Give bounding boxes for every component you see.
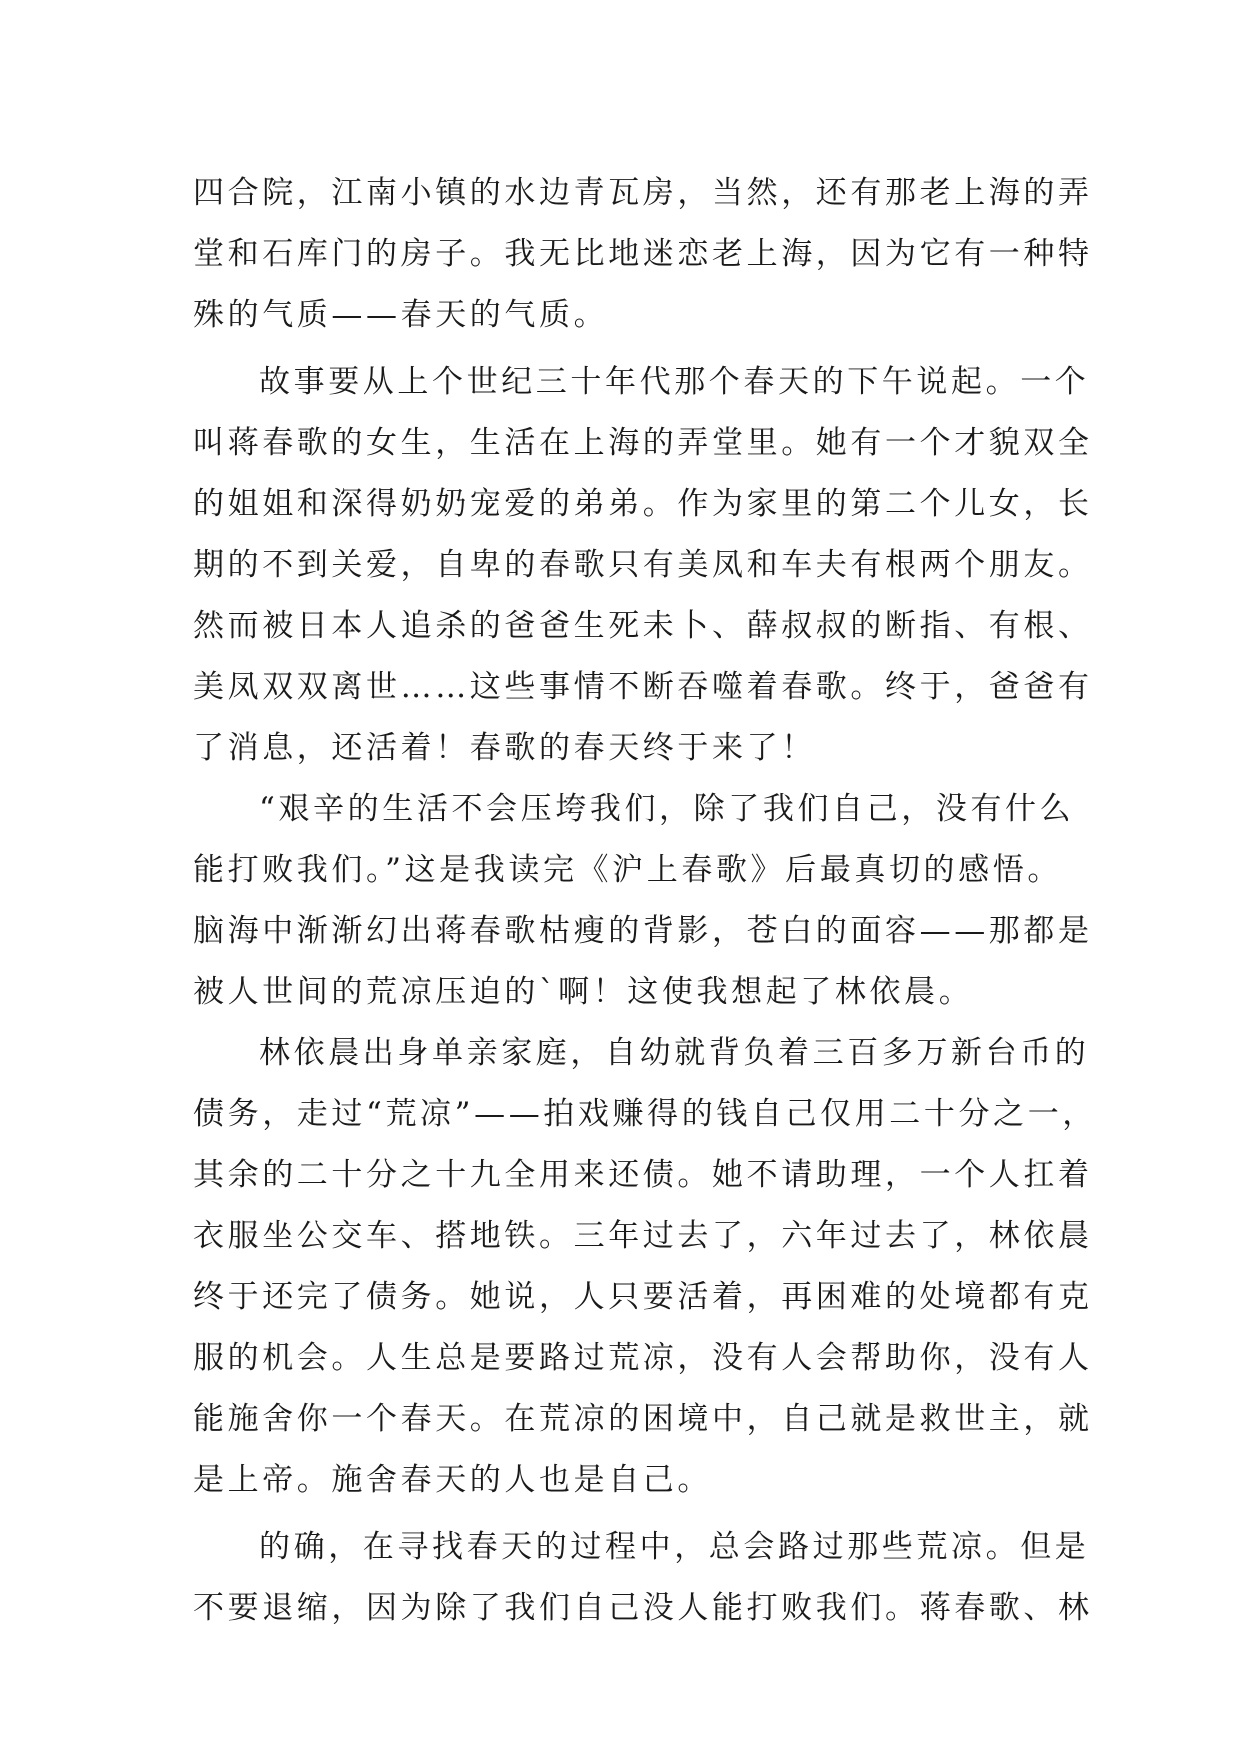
text-line: 期的不到关爱，自卑的春歌只有美凤和车夫有根两个朋友。 (193, 547, 1093, 583)
text-line: 叫蒋春歌的女生，生活在上海的弄堂里。她有一个才貌双全 (193, 425, 1093, 461)
text-line: 的确，在寻找春天的过程中，总会路过那些荒凉。但是 (259, 1529, 1090, 1565)
text-line: 林依晨出身单亲家庭，自幼就背负着三百多万新台币的 (259, 1035, 1090, 1071)
paragraph (193, 779, 1093, 1023)
text-line: 了消息，还活着！春歌的春天终于来了！ (193, 730, 816, 766)
text-line: 衣服坐公交车、搭地铁。三年过去了，六年过去了，林依晨 (193, 1218, 1093, 1254)
text-line: 能施舍你一个春天。在荒凉的困境中，自己就是救世主，就 (193, 1401, 1093, 1437)
text-line: 脑海中渐渐幻出蒋春歌枯瘦的背影，苍白的面容——那都是 (193, 913, 1093, 949)
text-line: 美凤双双离世……这些事情不断吞噬着春歌。终于，爸爸有 (193, 669, 1093, 705)
paragraph (193, 163, 1093, 346)
text-line: 终于还完了债务。她说，人只要活着，再困难的处境都有克 (193, 1279, 1093, 1315)
text-line: 然而被日本人追杀的爸爸生死未卜、薛叔叔的断指、有根、 (193, 608, 1093, 644)
text-line: 四合院，江南小镇的水边青瓦房，当然，还有那老上海的弄 (193, 175, 1093, 211)
document-body (193, 163, 1097, 1639)
text-line: 债务，走过“荒凉”——拍戏赚得的钱自己仅用二十分之一， (193, 1096, 1097, 1132)
text-line: 其余的二十分之十九全用来还债。她不请助理，一个人扛着 (193, 1157, 1093, 1193)
text-line: 服的机会。人生总是要路过荒凉，没有人会帮助你，没有人 (193, 1340, 1093, 1376)
text-line: 故事要从上个世纪三十年代那个春天的下午说起。一个 (259, 364, 1090, 400)
text-line: 是上帝。施舍春天的人也是自己。 (193, 1462, 712, 1498)
text-line: 能打败我们。”这是我读完《沪上春歌》后最真切的感悟。 (193, 852, 1062, 888)
text-line: 殊的气质——春天的气质。 (193, 297, 609, 333)
paragraph (193, 1517, 1093, 1639)
paragraph (193, 1023, 1097, 1511)
paragraph (193, 352, 1093, 779)
text-line: 堂和石库门的房子。我无比地迷恋老上海，因为它有一种特 (193, 236, 1093, 272)
text-line: 不要退缩，因为除了我们自己没人能打败我们。蒋春歌、林 (193, 1590, 1093, 1626)
text-line: 被人世间的荒凉压迫的`啊！这使我想起了林依晨。 (193, 974, 974, 1010)
text-line: “艰辛的生活不会压垮我们，除了我们自己，没有什么 (259, 791, 1075, 827)
text-line: 的姐姐和深得奶奶宠爱的弟弟。作为家里的第二个儿女，长 (193, 486, 1093, 522)
